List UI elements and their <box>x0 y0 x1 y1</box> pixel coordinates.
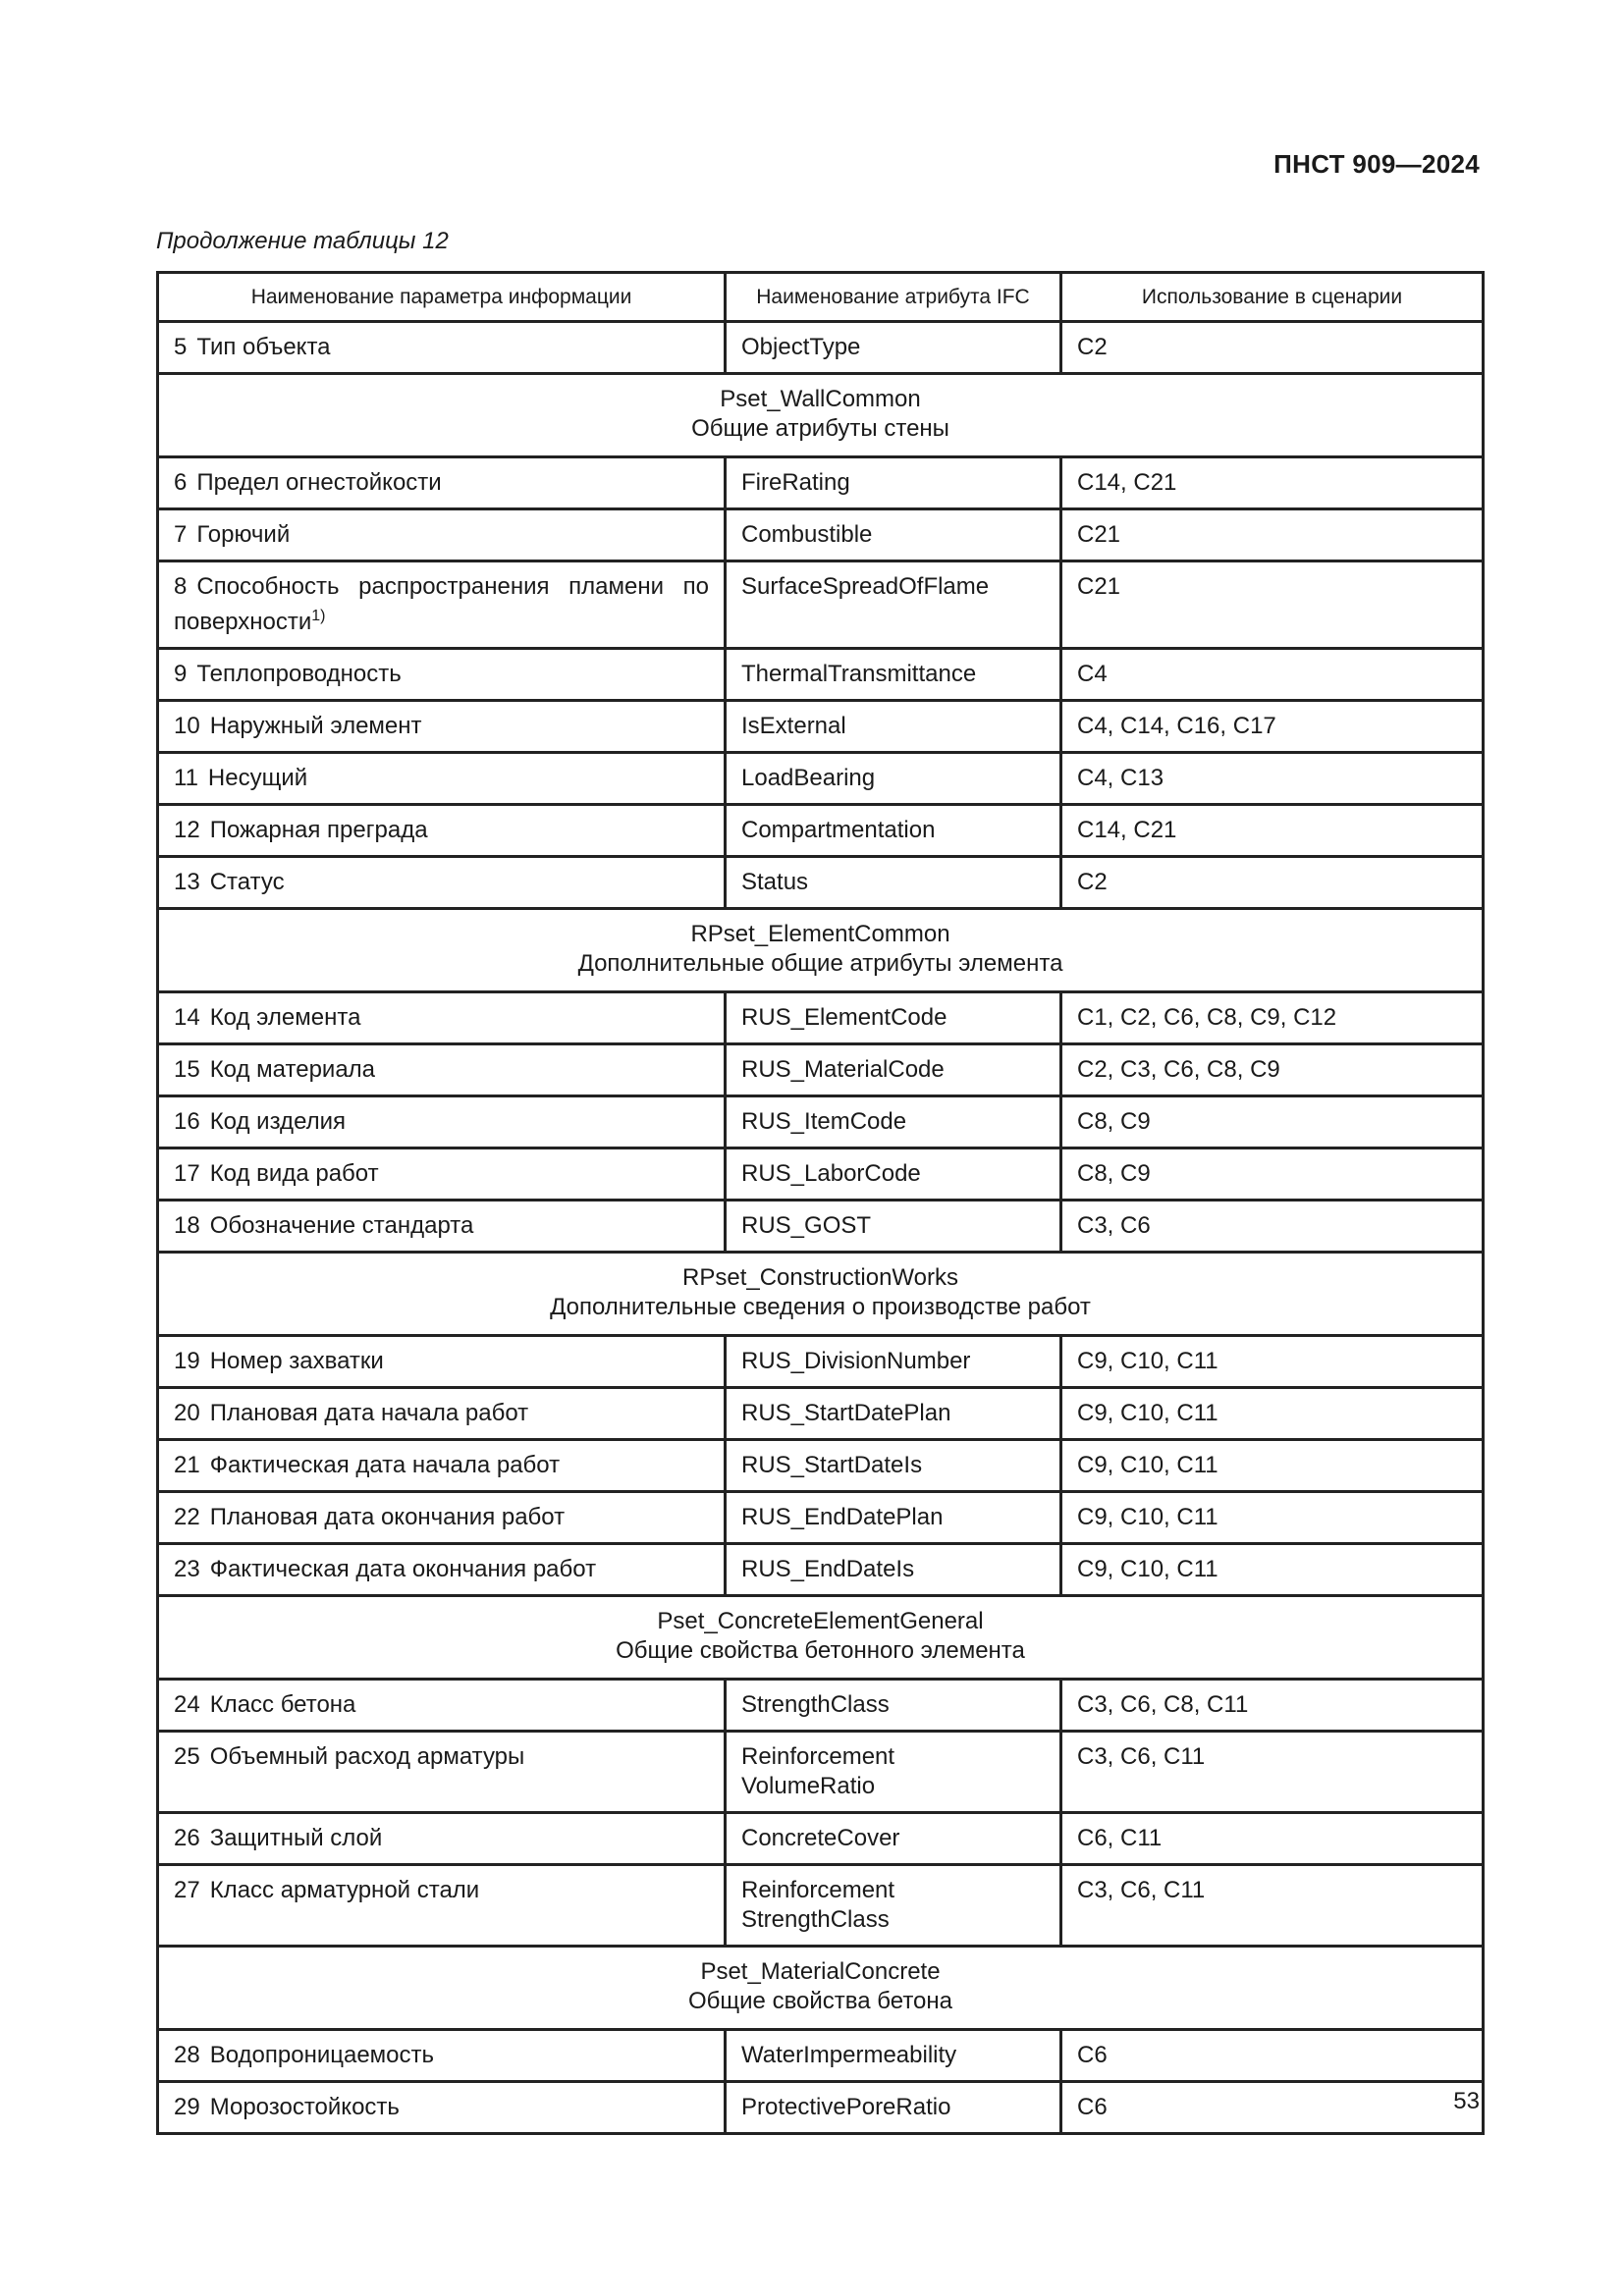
table-body <box>158 322 1484 2134</box>
section-row <box>158 374 1484 457</box>
scenario-usage-cell: C6, C11 <box>1061 1813 1484 1865</box>
parameter-name: Наружный элемент <box>209 713 422 739</box>
table-row <box>158 992 1484 1044</box>
section-description: Общие атрибуты стены <box>691 415 949 442</box>
section-cell <box>158 1596 1484 1680</box>
section-description: Общие свойства бетонного элемента <box>616 1637 1025 1664</box>
scenario-usage-cell: C4 <box>1061 649 1484 701</box>
ifc-attribute-line: RUS_GOST <box>741 1212 872 1239</box>
ifc-attribute-cell <box>726 1492 1061 1544</box>
row-number: 20 <box>174 1400 200 1426</box>
parameter-name: Обозначение стандарта <box>209 1212 474 1239</box>
row-number: 22 <box>174 1504 200 1530</box>
document-code: ПНСТ 909—2024 <box>1273 149 1480 179</box>
parameter-name: Теплопроводность <box>196 661 402 687</box>
ifc-attribute-line: Status <box>741 869 809 895</box>
parameter-cell <box>158 1813 726 1865</box>
table-row <box>158 1680 1484 1732</box>
ifc-attribute-cell <box>726 1096 1061 1148</box>
parameter-name: Код материала <box>209 1056 376 1083</box>
section-title: RPset_ConstructionWorks <box>682 1264 958 1291</box>
table-row <box>158 1732 1484 1813</box>
scenario-usage-cell: C8, C9 <box>1061 1148 1484 1201</box>
scenario-usage-cell: C9, C10, C11 <box>1061 1336 1484 1388</box>
ifc-attribute-line: ProtectivePoreRatio <box>741 2094 951 2120</box>
scenario-usage-cell: C6 <box>1061 2082 1484 2134</box>
ifc-attribute-cell <box>726 649 1061 701</box>
ifc-attribute-line: Compartmentation <box>741 817 936 843</box>
table-row <box>158 805 1484 857</box>
row-number: 16 <box>174 1108 200 1135</box>
ifc-attribute-cell <box>726 1865 1061 1947</box>
scenario-usage-cell: C2 <box>1061 857 1484 909</box>
table-row <box>158 1440 1484 1492</box>
row-number: 15 <box>174 1056 200 1083</box>
scenario-usage-cell: C8, C9 <box>1061 1096 1484 1148</box>
footnote-marker: 1) <box>311 608 326 624</box>
ifc-attribute-cell <box>726 2030 1061 2082</box>
ifc-attribute-line: ObjectType <box>741 334 861 360</box>
row-number: 9 <box>174 661 188 687</box>
column-header-ifc-attribute: Наименование атрибута IFC <box>726 273 1061 322</box>
ifc-attribute-cell <box>726 457 1061 509</box>
ifc-attribute-cell <box>726 322 1061 374</box>
parameter-name: Тип объекта <box>196 334 331 360</box>
table-row <box>158 1865 1484 1947</box>
table-row <box>158 701 1484 753</box>
parameter-name: Морозостойкость <box>209 2094 400 2120</box>
table-row <box>158 509 1484 561</box>
row-number: 11 <box>174 765 198 791</box>
table-row <box>158 457 1484 509</box>
parameter-cell <box>158 992 726 1044</box>
ifc-attribute-line: RUS_StartDatePlan <box>741 1400 951 1426</box>
table-row <box>158 1044 1484 1096</box>
row-number: 18 <box>174 1212 200 1239</box>
row-number: 25 <box>174 1743 200 1770</box>
section-cell <box>158 909 1484 992</box>
section-row <box>158 1596 1484 1680</box>
ifc-attribute-line: IsExternal <box>741 713 846 739</box>
table-row <box>158 322 1484 374</box>
parameter-name: Предел огнестойкости <box>196 469 442 496</box>
parameter-cell <box>158 2082 726 2134</box>
ifc-attribute-line: RUS_MaterialCode <box>741 1056 945 1083</box>
ifc-attribute-line: Reinforcement <box>741 1743 895 1770</box>
parameter-cell <box>158 805 726 857</box>
section-title: RPset_ElementCommon <box>690 921 950 947</box>
parameter-name: Класс бетона <box>209 1691 356 1718</box>
row-number: 13 <box>174 869 200 895</box>
parameter-name: Способность распространения пламени по поверхности <box>174 573 709 635</box>
ifc-attribute-cell <box>726 1544 1061 1596</box>
row-number: 29 <box>174 2094 200 2120</box>
ifc-attribute-line: RUS_DivisionNumber <box>741 1348 971 1374</box>
parameter-name: Горючий <box>196 521 291 548</box>
parameter-cell <box>158 1044 726 1096</box>
table-row <box>158 2030 1484 2082</box>
row-number: 19 <box>174 1348 200 1374</box>
scenario-usage-cell: C3, C6, C8, C11 <box>1061 1680 1484 1732</box>
row-number: 24 <box>174 1691 200 1718</box>
parameter-cell <box>158 1336 726 1388</box>
parameter-name: Несущий <box>207 765 308 791</box>
parameter-name: Код элемента <box>209 1004 361 1031</box>
parameter-cell <box>158 1492 726 1544</box>
ifc-attribute-line: ThermalTransmittance <box>741 661 977 687</box>
parameter-cell <box>158 1732 726 1813</box>
ifc-attribute-cell <box>726 1148 1061 1201</box>
section-row <box>158 1253 1484 1336</box>
scenario-usage-cell: C4, C14, C16, C17 <box>1061 701 1484 753</box>
parameter-name: Объемный расход арматуры <box>209 1743 525 1770</box>
table-caption: Продолжение таблицы 12 <box>156 228 449 254</box>
row-number: 14 <box>174 1004 200 1031</box>
ifc-attribute-cell <box>726 1813 1061 1865</box>
section-description: Общие свойства бетона <box>687 1988 952 2014</box>
row-number: 6 <box>174 469 188 496</box>
ifc-attribute-cell <box>726 2082 1061 2134</box>
parameter-cell <box>158 1201 726 1253</box>
ifc-attribute-line: LoadBearing <box>741 765 876 791</box>
parameter-cell <box>158 322 726 374</box>
ifc-attribute-line: RUS_LaborCode <box>741 1160 921 1187</box>
parameter-name: Номер захватки <box>209 1348 384 1374</box>
scenario-usage-cell: C21 <box>1061 561 1484 649</box>
section-cell <box>158 374 1484 457</box>
parameter-cell <box>158 649 726 701</box>
ifc-attribute-line: RUS_EndDateIs <box>741 1556 915 1582</box>
ifc-attribute-cell <box>726 753 1061 805</box>
row-number: 7 <box>174 521 188 548</box>
scenario-usage-cell: C21 <box>1061 509 1484 561</box>
parameter-name: Фактическая дата окончания работ <box>209 1556 597 1582</box>
ifc-attribute-cell <box>726 1732 1061 1813</box>
table-row <box>158 1388 1484 1440</box>
table-row <box>158 649 1484 701</box>
ifc-attribute-line: Combustible <box>741 521 873 548</box>
table-row <box>158 1492 1484 1544</box>
parameter-cell <box>158 701 726 753</box>
table-row <box>158 1544 1484 1596</box>
ifc-attribute-cell <box>726 701 1061 753</box>
scenario-usage-cell: C3, C6, C11 <box>1061 1865 1484 1947</box>
section-description: Дополнительные общие атрибуты элемента <box>577 950 1063 977</box>
parameter-name: Код изделия <box>209 1108 347 1135</box>
table-row <box>158 561 1484 649</box>
scenario-usage-cell: C14, C21 <box>1061 457 1484 509</box>
parameter-cell <box>158 1544 726 1596</box>
ifc-attribute-line: ConcreteCover <box>741 1825 900 1851</box>
section-title: Pset_ConcreteElementGeneral <box>657 1608 984 1634</box>
parameter-cell <box>158 857 726 909</box>
ifc-attribute-cell <box>726 1388 1061 1440</box>
column-header-scenario-usage: Использование в сценарии <box>1061 273 1484 322</box>
parameter-cell <box>158 1096 726 1148</box>
ifc-attribute-cell <box>726 992 1061 1044</box>
scenario-usage-cell: C14, C21 <box>1061 805 1484 857</box>
parameter-cell <box>158 1148 726 1201</box>
ifc-attribute-cell <box>726 1336 1061 1388</box>
row-number: 12 <box>174 817 200 843</box>
ifc-attribute-cell <box>726 509 1061 561</box>
parameter-cell <box>158 1388 726 1440</box>
row-number: 23 <box>174 1556 200 1582</box>
ifc-attribute-line: RUS_StartDateIs <box>741 1452 923 1478</box>
ifc-attribute-line: RUS_ElementCode <box>741 1004 947 1031</box>
table-row <box>158 1096 1484 1148</box>
parameter-name: Фактическая дата начала работ <box>209 1452 561 1478</box>
row-number: 8 <box>174 573 188 600</box>
scenario-usage-cell: C2 <box>1061 322 1484 374</box>
table-header-row <box>158 273 1484 322</box>
row-number: 5 <box>174 334 188 360</box>
table-row <box>158 1201 1484 1253</box>
scenario-usage-cell: C4, C13 <box>1061 753 1484 805</box>
scenario-usage-cell: C9, C10, C11 <box>1061 1492 1484 1544</box>
ifc-attribute-cell <box>726 1440 1061 1492</box>
ifc-attribute-line: StrengthClass <box>741 1691 890 1718</box>
section-row <box>158 1947 1484 2030</box>
row-number: 26 <box>174 1825 200 1851</box>
ifc-attribute-line: VolumeRatio <box>741 1773 876 1799</box>
parameter-name: Пожарная преграда <box>209 817 428 843</box>
section-cell <box>158 1253 1484 1336</box>
parameter-name: Класс арматурной стали <box>209 1877 480 1903</box>
ifc-attribute-line: WaterImpermeability <box>741 2042 957 2068</box>
parameter-cell <box>158 753 726 805</box>
ifc-attribute-line: SurfaceSpreadOfFlame <box>741 573 990 600</box>
table-row <box>158 753 1484 805</box>
row-number: 27 <box>174 1877 200 1903</box>
column-header-parameter: Наименование параметра информации <box>158 273 726 322</box>
section-row <box>158 909 1484 992</box>
row-number: 21 <box>174 1452 200 1478</box>
page-number: 53 <box>1453 2088 1480 2114</box>
section-title: Pset_MaterialConcrete <box>700 1958 941 1985</box>
row-number: 17 <box>174 1160 200 1187</box>
ifc-attribute-cell <box>726 857 1061 909</box>
table-row <box>158 1813 1484 1865</box>
row-number: 28 <box>174 2042 200 2068</box>
ifc-attribute-line: Reinforcement <box>741 1877 895 1903</box>
section-description: Дополнительные сведения о производстве работ <box>550 1294 1091 1320</box>
parameter-name: Плановая дата начала работ <box>209 1400 529 1426</box>
ifc-attribute-line: RUS_EndDatePlan <box>741 1504 944 1530</box>
parameter-name: Плановая дата окончания работ <box>209 1504 566 1530</box>
section-title: Pset_WallCommon <box>720 386 921 412</box>
parameter-cell <box>158 457 726 509</box>
parameter-cell <box>158 1680 726 1732</box>
parameter-name: Код вида работ <box>209 1160 379 1187</box>
row-number: 10 <box>174 713 200 739</box>
ifc-attribute-line: RUS_ItemCode <box>741 1108 907 1135</box>
scenario-usage-cell: C3, C6, C11 <box>1061 1732 1484 1813</box>
parameter-name: Статус <box>209 869 285 895</box>
parameter-cell <box>158 1865 726 1947</box>
scenario-usage-cell: C3, C6 <box>1061 1201 1484 1253</box>
table-row <box>158 1336 1484 1388</box>
scenario-usage-cell: C9, C10, C11 <box>1061 1388 1484 1440</box>
section-cell <box>158 1947 1484 2030</box>
scenario-usage-cell: C2, C3, C6, C8, C9 <box>1061 1044 1484 1096</box>
parameter-cell <box>158 1440 726 1492</box>
ifc-attribute-cell <box>726 1201 1061 1253</box>
table-row <box>158 1148 1484 1201</box>
parameter-cell <box>158 509 726 561</box>
scenario-usage-cell: C1, C2, C6, C8, C9, C12 <box>1061 992 1484 1044</box>
ifc-attribute-cell <box>726 805 1061 857</box>
table-row <box>158 857 1484 909</box>
parameter-cell <box>158 2030 726 2082</box>
parameter-name: Защитный слой <box>209 1825 383 1851</box>
parameters-table <box>156 271 1485 2135</box>
ifc-attribute-cell <box>726 1044 1061 1096</box>
scenario-usage-cell: C6 <box>1061 2030 1484 2082</box>
ifc-attribute-cell <box>726 1680 1061 1732</box>
ifc-attribute-line: StrengthClass <box>741 1906 890 1933</box>
scenario-usage-cell: C9, C10, C11 <box>1061 1440 1484 1492</box>
table-row <box>158 2082 1484 2134</box>
ifc-attribute-line: FireRating <box>741 469 850 496</box>
scenario-usage-cell: C9, C10, C11 <box>1061 1544 1484 1596</box>
ifc-attribute-cell <box>726 561 1061 649</box>
parameter-name: Водопроницаемость <box>209 2042 435 2068</box>
parameter-cell <box>158 561 726 649</box>
